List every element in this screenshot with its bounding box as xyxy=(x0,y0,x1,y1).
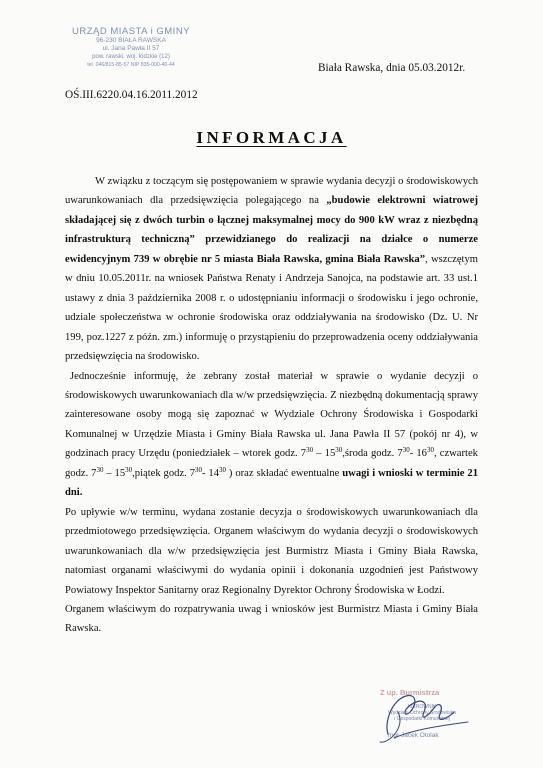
place-and-date: Biała Rawska, dnia 05.03.2012r. xyxy=(318,62,466,74)
signature-stamp-heading: Z up. Burmistrza xyxy=(380,688,440,697)
p2-text-i: ) oraz składać ewentualne xyxy=(226,467,343,479)
p2-sup-2: 30 xyxy=(335,446,343,455)
p2-text-c: ,środa godz. 7 xyxy=(342,448,403,460)
paragraph-2 xyxy=(65,367,478,503)
signature-stamp-line-2: Wydziału Ochrony Środowiska xyxy=(388,710,456,716)
p2-text-d: - 16 xyxy=(409,448,427,460)
handwritten-signature-icon xyxy=(358,682,488,754)
p2-bold-deadline: uwagi i wnioski w terminie 21 dni. xyxy=(65,467,479,499)
p2-sup-6: 30 xyxy=(125,465,133,474)
document-body xyxy=(65,172,478,639)
paragraph-3: Po upływie w/w terminu, wydana zostanie decyzja o środowiskowych uwarunkowaniach dla przedmiotowego przedsięwzięcia. Organem właściwym do wydania decyzji o środowiskowych uwarunkowaniach dla w/w przedsięwzięcia jest Burmistrz Miasta i Gminy Biała Rawska, natomiast organami właściwymi do wydania opinii i dokonania uzgodnień jest Państwowy Powiatowy Inspektor Sanitarny oraz Regionalny Dyrektor Ochrony Środowiska w Łodzi. xyxy=(65,506,478,596)
stamp-office-name: URZĄD MIASTA i GMINY xyxy=(71,26,191,37)
stamp-phone-nip: tel. 046/815-85-57 NIP 835-000-40-44 xyxy=(87,62,175,68)
document-title: INFORMACJA xyxy=(196,128,347,147)
p2-text-e: , czwartek godz. 7 xyxy=(65,448,478,479)
p2-sup-8: 30 xyxy=(219,465,227,474)
p2-text-f: – 15 xyxy=(103,467,126,479)
stamp-street: ul. Jana Pawła II 57 xyxy=(102,45,160,52)
p2-text-a: Jednocześnie informuję, że zebrany został materiał w sprawie o wydanie decyzji o środowiskowych uwarunkowaniach dla w/w przedsięwzięcia. Z niezbędną dokumentacją sprawy zainteresowane osoby mogą się zapoznać w Wydziale Ochrony Środowiska i Gospodarki Komunalnej w Urzędzie Miasta i Gminy Biała Rawska ul. Jana Pawła II 57 (pokój nr 4), w godzinach pracy Urzędu (poniedziałek – wtorek godz. 7 xyxy=(65,370,478,460)
p2-text-b: – 15 xyxy=(313,448,336,460)
stamp-district: pow. rawski, woj. łódzkie (12) xyxy=(92,54,170,60)
paragraph-1 xyxy=(65,172,478,367)
signature-stamp-line-1: KIEROWNIK xyxy=(407,704,437,710)
paragraph-4: Organem właściwym do rozpatrywania uwag i wniosków jest Burmistrz Miasta i Gminy Biała Rawska. xyxy=(65,603,478,635)
reference-number: OŚ.III.6220.04.16.2011.2012 xyxy=(65,89,198,101)
p2-sup-1: 30 xyxy=(306,446,314,455)
p1-bold-subject: „budowie elektrowni wiatrowej składającej się z dwóch turbin o łącznej maksymalnej mocy do 900 kW wraz z niezbędną infrastrukturą techniczną” przewidzianego do realizacji na działce o numerze ewidencyjnym 739 w obrębie nr 5 miasta Biała Rawska, gmina Biała Rawska” xyxy=(65,195,478,265)
p1-text-a: W związku z toczącym się postępowaniem w sprawie wydania decyzji o środowiskowych uwarunkowaniach dla przedsięwzięcia polegającego na xyxy=(65,176,478,207)
stamp-postal-code: 96-230 BIAŁA RAWSKA xyxy=(96,37,166,44)
p1-text-c: , wszczętym w dniu 10.05.2011r. na wniosek Państwa Renaty i Andrzeja Sanojca, na podstawie art. 33 ust.1 ustawy z dnia 3 października 2008 r. o udostępnianiu informacji o środowisku i jego ochronie, udziale społeczeństwa w ochronie środowiska oraz oddziaływania na środowisko (Dz. U. Nr 199, poz.1227 z późn. zm.) informuję o przystąpieniu do przeprowadzenia oceny oddziaływania przedsięwzięcia na środowisko. xyxy=(65,253,478,363)
p2-sup-3: 30 xyxy=(402,446,410,455)
signature-stamp xyxy=(358,682,488,754)
p2-sup-5: 30 xyxy=(96,465,104,474)
office-header-stamp xyxy=(66,27,196,69)
signature-stamp-line-3: i Gospodarki Komunalnej xyxy=(394,716,450,722)
p2-text-g: ,piątek godz. 7 xyxy=(132,467,195,479)
p2-sup-7: 30 xyxy=(195,465,202,474)
signature-stamp-name: mgr Jacek Otolak xyxy=(388,732,439,739)
p2-sup-4: 30 xyxy=(426,446,434,455)
p2-text-h: - 14 xyxy=(202,467,220,479)
